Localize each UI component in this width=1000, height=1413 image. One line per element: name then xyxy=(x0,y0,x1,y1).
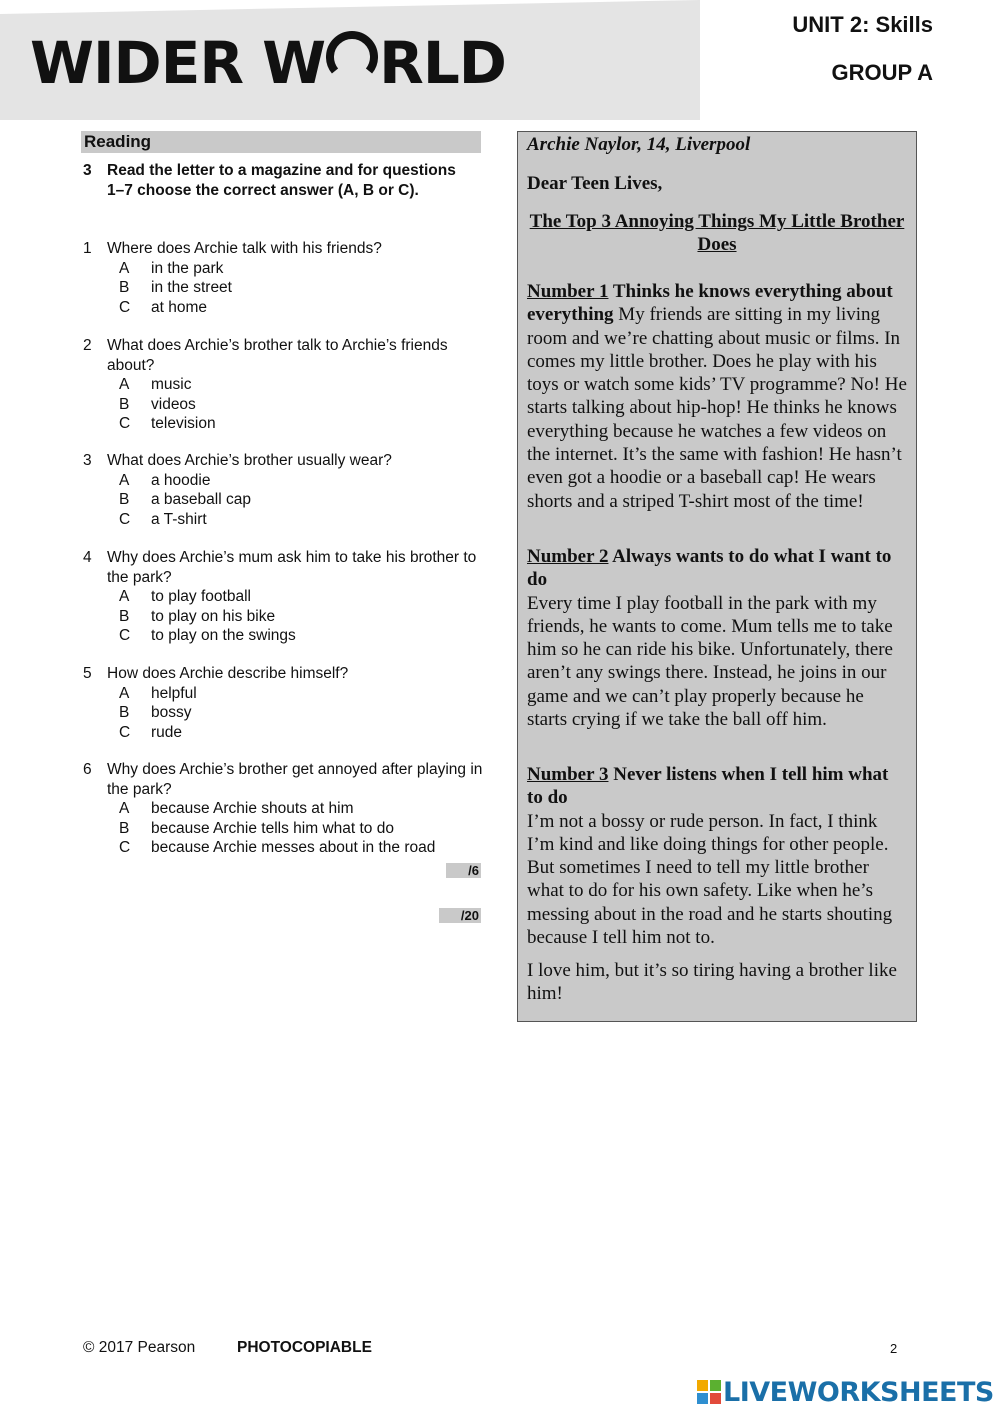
question-text: Why does Archie’s brother get annoyed after playing in the park? xyxy=(107,761,483,798)
question-number: 1 xyxy=(83,240,92,257)
option-a[interactable]: A music xyxy=(119,376,192,393)
copyright: © 2017 Pearson xyxy=(83,1339,196,1356)
letter-greeting: Dear Teen Lives, xyxy=(527,173,663,194)
question xyxy=(83,760,483,858)
option-c[interactable]: C television xyxy=(119,415,216,432)
section-heading: Never listens when I tell him what to do xyxy=(527,764,889,809)
option-a[interactable]: A a hoodie xyxy=(119,471,211,489)
question xyxy=(83,548,483,646)
section-body: My friends are sitting in my living room and we’re chatting about music or films. In comes my little brother. Does he play with his toys or watch some kids’ TV programme? No! He starts talking about hip-hop! He thinks he knows everything because he watches a few videos on the internet. It’s the same with fashion! He hasn’t even got a hoodie or a baseball cap! He wears shorts and a striped T-shirt most of the time! xyxy=(527,304,907,512)
option-c[interactable]: C because Archie messes about in the road xyxy=(119,839,436,856)
wider-world-logo xyxy=(30,28,506,97)
section-label: Number 3 xyxy=(527,764,609,785)
section-body: I’m not a bossy or rude person. In fact, I think I’m kind and like doing things for other people. But sometimes I need to tell my little brother what to do for his own safety. Like when he’s messing about in the road and he starts shouting because I tell him not to. xyxy=(527,810,893,949)
group-label: GROUP A xyxy=(831,60,933,85)
letter-paragraph xyxy=(527,545,907,731)
option-c[interactable]: C to play on the swings xyxy=(119,627,296,644)
instruction-number: 3 xyxy=(83,162,92,179)
question-number: 6 xyxy=(83,761,92,778)
section-score-box[interactable]: /6 xyxy=(446,863,481,878)
option-b[interactable]: B bossy xyxy=(119,704,192,721)
letter-paragraph xyxy=(527,280,907,513)
option-b[interactable]: B to play on his bike xyxy=(119,607,276,625)
section-title: Reading xyxy=(81,131,481,153)
letter-title: The Top 3 Annoying Things My Little Brother Does xyxy=(529,211,905,256)
liveworksheets-text: LIVEWORKSHEETS xyxy=(723,1376,994,1408)
option-c[interactable]: C rude xyxy=(119,723,183,741)
question-text: What does Archie’s brother usually wear? xyxy=(107,452,392,469)
section-body: Every time I play football in the park with my friends, he wants to come. Mum tells me to take him so he can ride his bike. Unfortunately, there aren’t any swings there. Instead, he joins in our game and we can’t play properly because he starts crying if we take the ball off him. xyxy=(527,592,893,731)
option-a[interactable]: A helpful xyxy=(119,684,197,702)
letter-closing: I love him, but it’s so tiring having a brother like him! xyxy=(527,960,897,1005)
section-heading: Thinks he knows everything about everything xyxy=(527,281,893,326)
total-score-box[interactable]: /20 xyxy=(439,908,481,923)
question-number: 3 xyxy=(83,452,92,469)
letter-box xyxy=(517,131,917,1022)
logo-text: WIDER W RLD xyxy=(30,28,506,97)
option-b[interactable]: B videos xyxy=(119,395,196,413)
letter-paragraph xyxy=(527,763,907,949)
question-text: Where does Archie talk with his friends? xyxy=(107,240,382,257)
section-label: Number 2 xyxy=(527,546,609,567)
option-c[interactable]: C a T-shirt xyxy=(119,510,207,528)
photocopiable-label: PHOTOCOPIABLE xyxy=(237,1339,372,1356)
option-a[interactable]: A in the park xyxy=(119,259,224,277)
option-b[interactable]: B in the street xyxy=(119,279,232,296)
option-b[interactable]: B because Archie tells him what to do xyxy=(119,819,394,837)
option-a[interactable]: A because Archie shouts at him xyxy=(119,800,354,817)
section-heading: Always wants to do what I want to do xyxy=(527,546,892,591)
question xyxy=(83,451,483,529)
liveworksheets-logo[interactable] xyxy=(697,1375,994,1409)
instructions xyxy=(83,161,473,200)
question-number: 4 xyxy=(83,549,92,566)
option-a[interactable]: A to play football xyxy=(119,588,251,605)
logo-o-icon xyxy=(326,31,378,89)
question-number: 2 xyxy=(83,337,92,354)
liveworksheets-icon xyxy=(697,1380,721,1404)
question xyxy=(83,336,483,434)
option-c[interactable]: C at home xyxy=(119,298,208,316)
question-text: How does Archie describe himself? xyxy=(107,665,349,682)
question-text: Why does Archie’s mum ask him to take his brother to the park? xyxy=(107,549,477,586)
option-b[interactable]: B a baseball cap xyxy=(119,491,251,508)
question-text: What does Archie’s brother talk to Archie’s friends about? xyxy=(107,337,448,374)
instruction-text: Read the letter to a magazine and for questions 1–7 choose the correct answer (A, B or C). xyxy=(107,162,456,199)
question xyxy=(83,664,483,742)
letter-byline: Archie Naylor, 14, Liverpool xyxy=(527,134,751,155)
question-number: 5 xyxy=(83,665,92,682)
section-label: Number 1 xyxy=(527,281,609,302)
page-number: 2 xyxy=(890,1341,898,1356)
question xyxy=(83,239,483,317)
unit-title: UNIT 2: Skills xyxy=(792,12,933,37)
